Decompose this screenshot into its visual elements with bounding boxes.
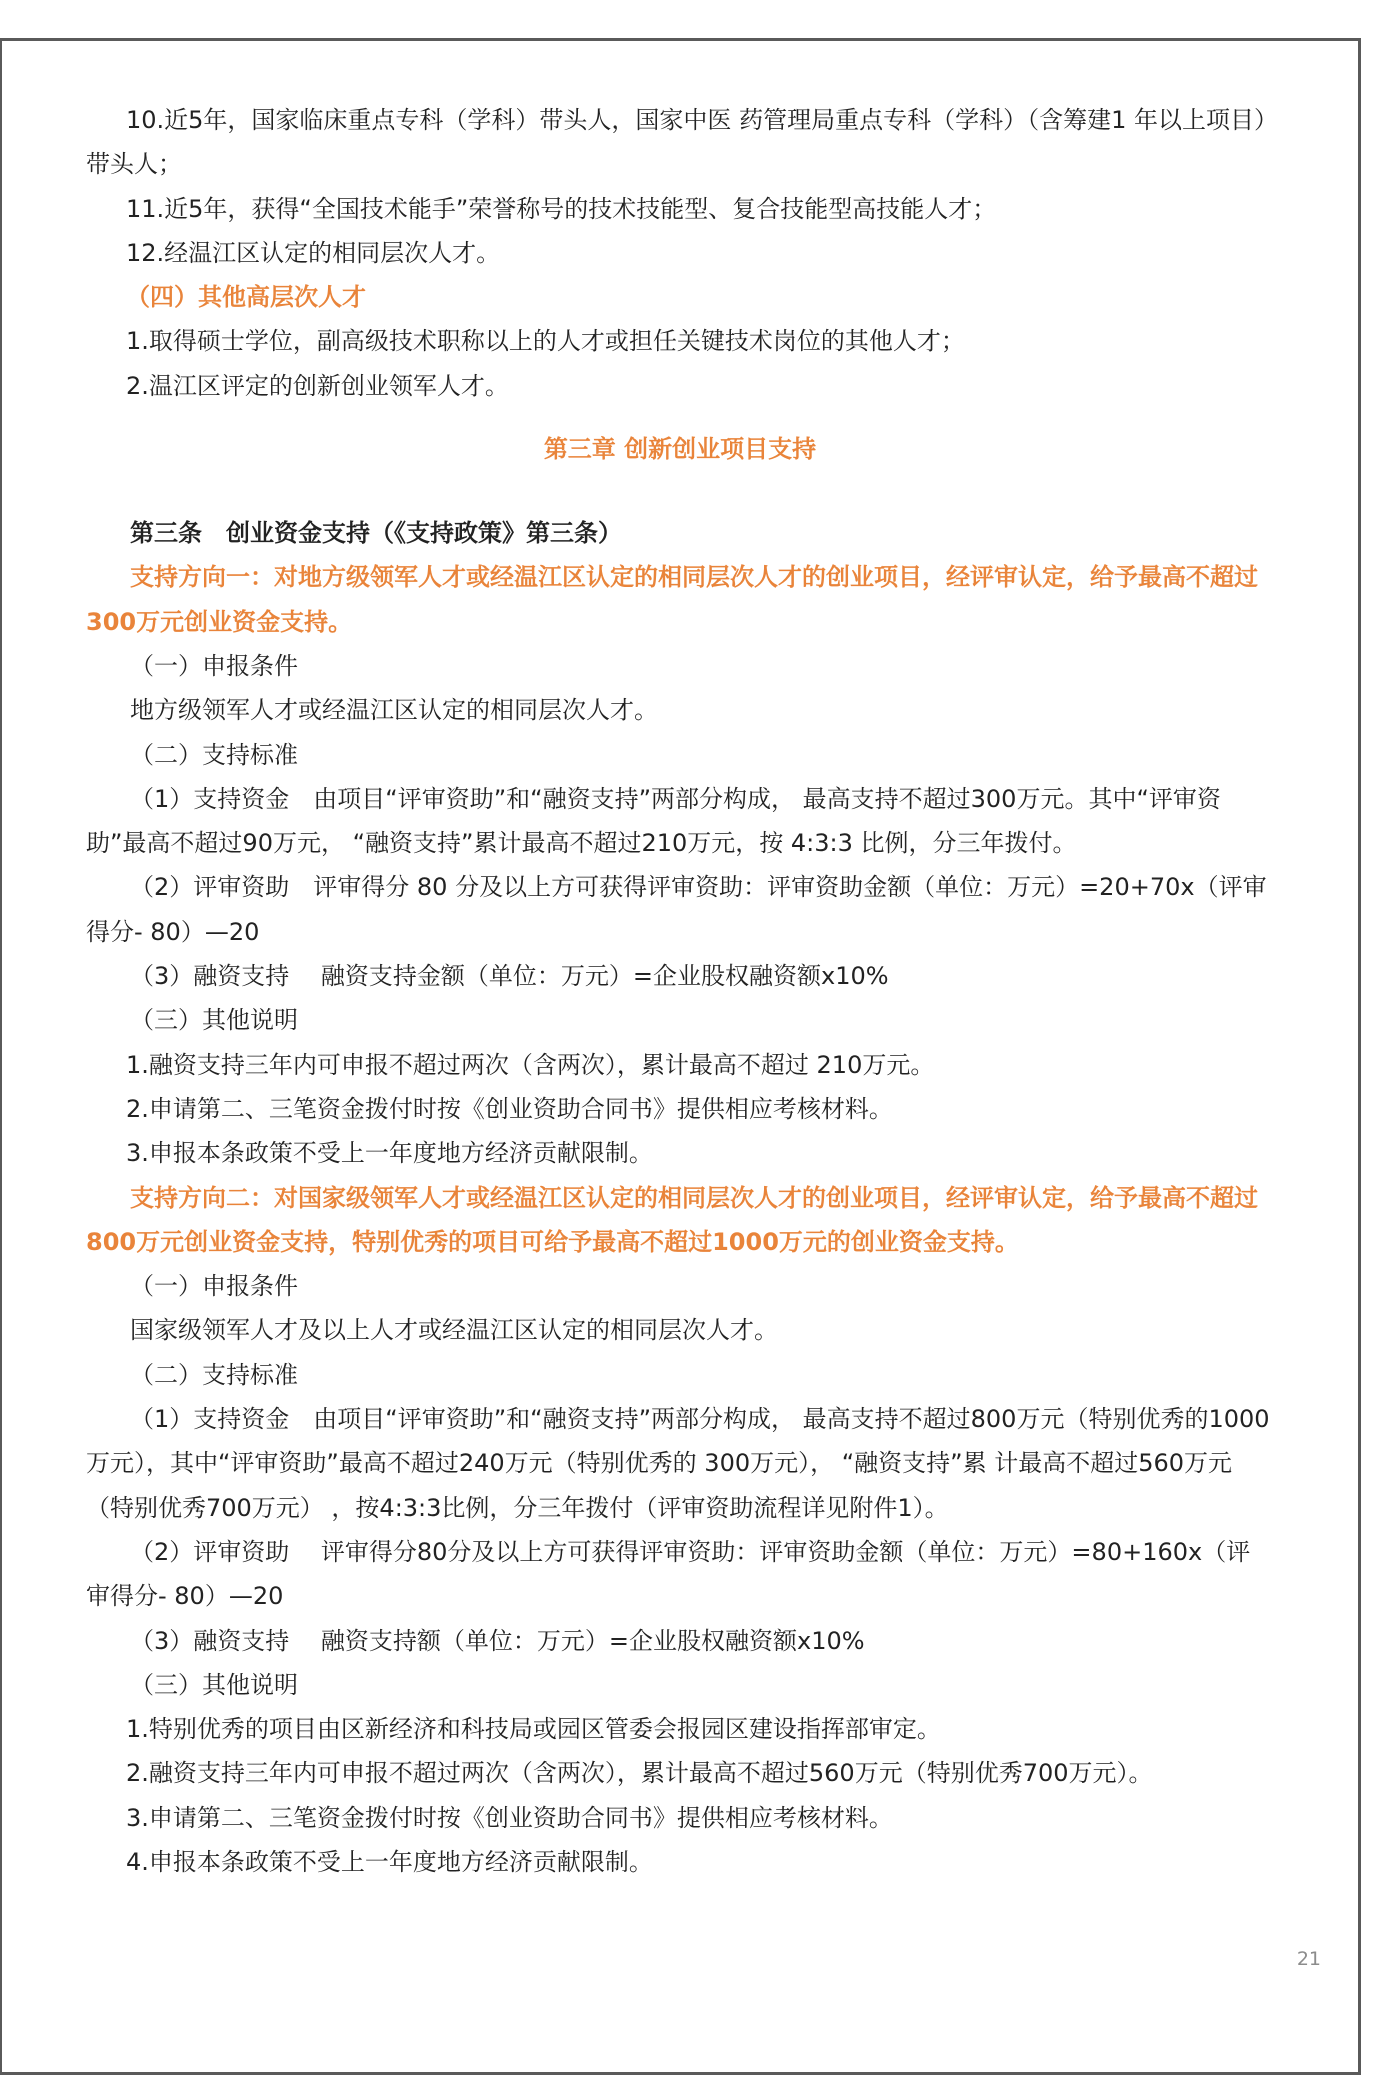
d2-note-3: 3.申请第二、三笔资金拨付时按《创业资助合同书》提供相应考核材料。 <box>126 1803 893 1832</box>
d2-support-funding: （1）支持资金 由项目“评审资助”和“融资支持”两部分构成， 最高支持不超过800万元（特别优秀的1000 万元），其中“评审资助”最高不超过240万元（特别优秀的 300万元）， “融资支持”累 计最高不超过560万元（特别优秀700万元） ，按4:3:3比例，分三年拨付（评审资助流程详见附件1）。 <box>86 1405 1270 1522</box>
support-direction-2: 支持方向二：对国家级领军人才或经温江区认定的相同层次人才的创业项目，经评审认定，给予最高不超过800万元创业资金支持，特别优秀的项目可给予最高不超过1000万元的创业资金支持。 <box>86 1183 1258 1256</box>
d1-review-funding: （2）评审资助 评审得分 80 分及以上方可获得评审资助：评审资助金额（单位：万元）=20+70x（评审得分- 80）—20 <box>86 873 1267 946</box>
other-talent-item-1: 1.取得硕士学位，副高级技术职称以上的人才或担任关键技术岗位的其他人才； <box>126 327 965 356</box>
d2-note-1: 1.特别优秀的项目由区新经济和科技局或园区管委会报园区建设指挥部审定。 <box>126 1715 941 1744</box>
talent-item-10: 10.近5年，国家临床重点专科（学科）带头人，国家中医 药管理局重点专科（学科）（含筹建1 年以上项目）带头人； <box>86 106 1266 179</box>
d1-note-1: 1.融资支持三年内可申报不超过两次（含两次），累计最高不超过 210万元。 <box>126 1050 935 1079</box>
other-talent-item-2: 2.温江区评定的创新创业领军人才。 <box>126 371 509 400</box>
d2-other-notes-heading: （三）其他说明 <box>130 1670 298 1699</box>
talent-item-11: 11.近5年，获得“全国技术能手”荣誉称号的技术技能型、复合技能型高技能人才； <box>126 194 997 223</box>
d1-financing-support: （3）融资支持 融资支持金额（单位：万元）=企业股权融资额x10% <box>130 962 889 991</box>
article-title: 第三条 创业资金支持（《支持政策》第三条） <box>130 519 622 548</box>
d2-application-conditions-heading: （一）申报条件 <box>130 1272 298 1301</box>
d2-support-standard-heading: （二）支持标准 <box>130 1360 298 1389</box>
support-direction-1: 支持方向一：对地方级领军人才或经温江区认定的相同层次人才的创业项目，经评审认定，给予最高不超过300万元创业资金支持。 <box>86 563 1258 636</box>
d2-review-funding: （2）评审资助 评审得分80分及以上方可获得评审资助：评审资助金额（单位：万元）=80+160x（评审得分- 80）—20 <box>86 1537 1251 1611</box>
d1-support-standard-heading: （二）支持标准 <box>130 740 298 769</box>
d2-application-conditions-text: 国家级领军人才及以上人才或经温江区认定的相同层次人才。 <box>130 1316 778 1345</box>
d2-note-2: 2.融资支持三年内可申报不超过两次（含两次），累计最高不超过560万元（特别优秀700万元）。 <box>126 1759 1153 1788</box>
d2-note-4: 4.申报本条政策不受上一年度地方经济贡献限制。 <box>126 1847 653 1876</box>
d1-application-conditions-text: 地方级领军人才或经温江区认定的相同层次人才。 <box>130 696 658 725</box>
d1-support-funding: （1）支持资金 由项目“评审资助”和“融资支持”两部分构成， 最高支持不超过300万元。其中“评审资助”最高不超过90万元， “融资支持”累计最高不超过210万元，按 4:3:3 比例，分三年拨付。 <box>86 784 1221 858</box>
d1-application-conditions-heading: （一）申报条件 <box>130 651 298 680</box>
page-number: 21 <box>1296 1948 1321 1970</box>
d1-note-3: 3.申报本条政策不受上一年度地方经济贡献限制。 <box>126 1139 653 1168</box>
d1-note-2: 2.申请第二、三笔资金拨付时按《创业资助合同书》提供相应考核材料。 <box>126 1094 893 1123</box>
d2-financing-support: （3）融资支持 融资支持额（单位：万元）=企业股权融资额x10% <box>130 1626 865 1655</box>
chapter-title: 第三章 创新创业项目支持 <box>543 435 817 464</box>
document-body <box>86 98 1274 1884</box>
section-heading-other-talent: （四）其他高层次人才 <box>126 283 366 312</box>
d1-other-notes-heading: （三）其他说明 <box>130 1006 298 1035</box>
talent-item-12: 12.经温江区认定的相同层次人才。 <box>126 238 501 267</box>
